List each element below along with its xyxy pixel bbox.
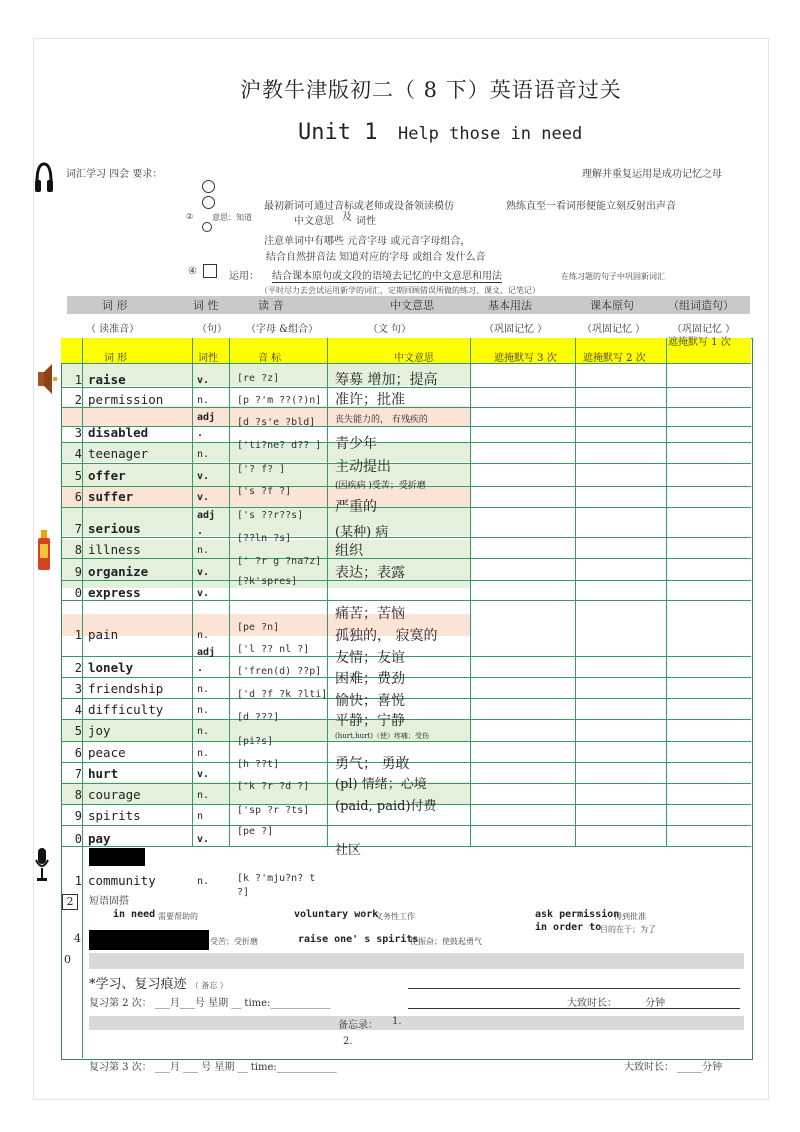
row-number: 5 [74,724,82,738]
pos: v. [197,769,210,780]
col-header-dictation-3: 遮掩默写 3 次 [494,353,557,364]
col-header-meaning: 中文意思 [394,353,434,364]
word-friendship: friendship [88,681,164,696]
band-meaning: 中文意思 [390,299,434,312]
word-spirits: spirits [88,808,141,823]
meaning: (因疾病 )受苦；受折磨 [335,481,426,491]
unit-name: Help those in need [397,124,583,144]
phonetic: ['s ??r??s] [237,510,304,521]
band-pos: 词 性 [193,299,219,312]
pos: n. [197,545,210,556]
bottle-icon [36,528,52,572]
instruction-line-1-right: 熟练直至一看词形便能立刻反射出声音 [506,201,676,212]
col-header-dictation-1: 遮掩默写 1 次 [668,337,731,348]
row-number: 3 [74,682,82,696]
meaning: 孤独的， 寂寞的 [335,628,438,644]
subhead-5: （巩固记忆 ） [484,324,548,335]
phonetic: [pe ?] [237,826,274,837]
word-raise: raise [88,372,126,387]
microphone-icon [34,846,50,886]
phrase-voluntary-work-meaning: 义务性工作 [375,912,415,921]
review-2-duration: 大致时长： _____分钟 [567,998,666,1009]
row-line [61,677,751,678]
row-line [61,825,751,826]
meaning: (某种) 病 [335,525,389,540]
row-number: 6 [74,746,82,760]
phrases-label: 短语固搭 [89,896,129,907]
memo-item-1: 1. [392,1016,402,1027]
phonetic: ['l ?? nl ?] [237,644,310,655]
instruction-line-4: 结合自然拼音法 知道对应的字母 或组合 发什么音 [266,252,486,263]
headphones-icon [34,160,54,200]
review-3-line: 复习第 3 次： ___月 ___ 号 星期 __ time:____________ [89,1062,337,1073]
meaning: 主动提出 [335,459,391,475]
subhead-1: （ 读准音） [86,324,140,335]
row-line [61,846,751,847]
meaning: (hurt,hurt)（使）疼痛；受伤 [335,732,430,740]
row-number: 7 [74,767,82,781]
row-number: 3 [74,426,82,440]
instruction-line-1-left: 最初新词可通过音标或老师或设备领读模仿 [264,201,454,212]
row-number: 2 [74,393,82,407]
motto: 理解并重复运用是成功记忆之母 [582,169,722,180]
step-circle-2 [202,196,215,209]
pos: n. [197,748,210,759]
phonetic: [k ?'mju?n? t ?] [237,873,316,898]
phonetic: [d ?s'e ?bld] [237,417,316,428]
trace-line [408,988,740,989]
redacted-phrase [89,930,209,950]
instruction-line-5-note: 在练习题的句子中巩固新词汇 [561,272,665,281]
pos: v. [197,492,210,503]
pos: v. [197,588,210,599]
instruction-line-2-b: 中文意思 [294,216,334,227]
meaning: 青少年 [335,436,377,452]
word-hurt: hurt [88,766,119,781]
row-line [61,558,751,559]
col-line [327,338,328,846]
meaning: 友情；友谊 [335,650,405,666]
phrase-in-order-to-meaning: 目的在于；为了 [600,925,656,934]
word-suffer: suffer [88,489,134,504]
study-trace-label: *学习、复习痕迹 [89,977,187,992]
phrase-suffer-meaning: 受苦；受折磨 [210,937,258,946]
phrase-number-2: 2 [62,894,78,910]
pos: n. [197,790,210,801]
row-line [61,580,751,581]
meaning: (paid, paid)付费 [335,799,437,814]
step-number-2: ② [186,212,194,221]
col-line [575,338,576,846]
row-number: 5 [74,469,82,483]
word-disabled: disabled [88,425,149,440]
study-trace-note: （ 备忘 ） [190,981,228,990]
word-serious: serious [88,521,141,536]
phonetic: ['fren(d) ??p] [237,666,322,677]
meaning: 表达；表露 [335,565,405,581]
word-offer: offer [88,468,126,483]
phonetic: ['sp ?r ?ts] [237,805,310,816]
row-number: 9 [74,565,82,579]
col-line [192,338,193,846]
phrase-raise-spirits-meaning: 使振奋；使鼓起勇气 [410,937,482,946]
subhead-2: （句） [197,324,227,335]
meaning: 组织 [335,543,363,559]
instruction-line-5-a: 运用： [229,271,259,282]
word-teenager: teenager [88,446,149,461]
row-number: 6 [74,490,82,504]
page-title: 沪教牛津版初二（ 8 下）英语语音过关 [240,78,622,102]
word-peace: peace [88,745,126,760]
band-word: 词 形 [102,299,128,312]
meaning: (pl) 情绪；心境 [335,777,427,792]
row-line [61,407,751,408]
band-pron: 读 音 [258,299,284,312]
pos: adj . [197,510,216,537]
step-number-4: ④ [188,266,197,277]
memo-item-2: 2. [343,1036,353,1047]
pos: n. [197,726,210,737]
row-number: 4 [74,703,82,717]
phonetic: ['s ?f ?] [237,486,292,497]
vocab-requirement: 词汇学习 四会 要求： [66,169,163,180]
row-line [61,741,751,742]
word-permission: permission [88,392,164,407]
pos: n. [197,449,210,460]
row-line [61,507,751,508]
meaning: 平静；宁静 [335,713,405,729]
row-number: 0 [74,586,82,600]
col-line [229,338,230,846]
study-trace-title [89,973,228,992]
phrase-raise-spirits: raise one' s spirits [298,934,419,945]
row-line [61,698,751,699]
phrase-in-need-meaning: 需要帮助的 [158,912,198,921]
pos: v. [197,375,210,386]
band-compose: （组词造句） [668,299,734,312]
row-line [61,442,751,443]
meaning: 筹募 增加；提高 [335,372,438,388]
pos: n. [197,684,210,695]
col-header-dictation-2: 遮掩默写 2 次 [583,353,646,364]
row-number: 8 [74,543,82,557]
phonetic: [re ?z] [237,373,280,384]
pos: v. [197,471,210,482]
col-header-pos: 词性 [198,353,218,364]
pos: v. [197,567,210,578]
phonetic: [d ???] [237,712,280,723]
meaning: 愉快；喜悦 [335,693,405,709]
meaning: 勇气； 勇敢 [335,756,410,772]
meaning: 严重的 [335,499,377,515]
row-number: 1 [74,874,82,888]
pos: adj . [197,647,216,674]
instruction-line-3: 注意单词中有哪些 元音字母 或元音字母组合， [264,236,471,247]
instruction-line-5-b: 结合课本原句或文段的语境去记忆的中文意思和用法 [272,267,502,283]
word-courage: courage [88,787,141,802]
meaning: 困难；费劲 [335,671,405,687]
meaning: 痛苦；苦恼 [335,606,405,622]
row-line [61,719,751,720]
phrase-in-order-to: in order to [535,922,602,933]
word-difficulty: difficulty [88,702,164,717]
review-2-line-underline [408,1008,740,1009]
row-line [61,656,751,657]
word-lonely: lonely [88,660,134,675]
phrase-in-need: in need [113,909,156,920]
phrase-voluntary-work: voluntary work [294,909,379,920]
subhead-4: （文 句） [368,324,412,335]
pos: n. [197,876,210,887]
step-circle-3 [202,222,212,232]
row-number: 8 [74,788,82,802]
instruction-line-2-c: 及 [342,212,352,223]
phonetic: [' ?r g ?na?z] [237,556,322,567]
col-line [666,338,667,846]
word-illness: illness [88,542,141,557]
phrase-ask-permission-meaning: 得到批准 [614,912,646,921]
row-number: 0 [74,832,82,846]
pos: n. [197,705,210,716]
row-number: 2 [74,661,82,675]
phonetic: ['k ?r ?d ?] [237,781,310,792]
word-pay: pay [88,831,111,846]
subhead-3: （字母 &组合） [246,324,319,335]
instruction-line-6: （平时尽力去尝试运用新学的词汇，定期回顾错误所做的练习、课文、记笔记） [260,286,540,295]
col-line [470,338,471,846]
redacted-block [89,848,145,866]
phonetic: [??ln ?s] [237,533,292,544]
meaning: 丧失能力的， 有残疾的 [335,415,428,425]
unit-prefix: Unit 1 [298,120,378,145]
phonetic: [?k'spres] [237,576,298,587]
pos: n [197,811,204,822]
word-community: community [88,873,156,888]
phonetic: [h ??t] [237,759,280,770]
meaning: 准许；批准 [335,392,405,408]
col-header-ipa: 音 标 [258,353,282,364]
instruction-line-2-a: 意思：知道 [212,213,252,222]
instruction-line-2-d: 词性 [356,216,376,227]
meaning: 社区 [335,843,362,858]
pos: n. [197,395,210,406]
phrase-ask-permission: ask permission [535,909,620,920]
subhead-7: （巩固记忆 ） [672,324,736,335]
phonetic: [pi?s] [237,736,274,747]
band-textbook: 课本原句 [590,299,634,312]
step-circle-1 [202,180,215,193]
speaker-icon [36,360,58,400]
row-number: 1 [74,628,82,642]
phrase-separator [89,953,744,969]
pos: v. [197,834,210,845]
row-line [61,426,751,427]
band-usage: 基本用法 [488,299,532,312]
word-express: express [88,585,141,600]
row-line [61,600,751,601]
memo-bar [89,1016,744,1030]
pos: adj . [197,412,216,439]
col-header-word: 词 形 [104,353,128,364]
review-2-line: 复习第 2 次： ___月___号 星期 __ time:____________ [89,998,331,1009]
review-3-duration: 大致时长： _____分钟 [624,1062,723,1073]
word-organize: organize [88,564,149,579]
row-line [61,463,751,464]
row-number: 7 [74,522,82,536]
step-box-4 [203,264,217,278]
row-line [61,537,751,538]
phrase-number-4: 4 [74,932,81,945]
phrase-number-0: 0 [64,953,71,966]
subhead-6: （巩固记忆 ） [582,324,646,335]
word-joy: joy [88,723,111,738]
phonetic: ['? f? ] [237,464,286,475]
phonetic: ['d ?f ?k ?lti] [237,689,328,700]
row-number: 1 [74,373,82,387]
phonetic: [pe ?n] [237,622,280,633]
pos: n. [197,630,210,641]
unit-title [298,120,582,145]
row-number: 9 [74,809,82,823]
word-pain: pain [88,627,119,642]
memo-label: 备忘录： [338,1020,378,1031]
phonetic: [p ?'m ??(?)n] [237,395,322,406]
phonetic: ['ti?ne? d?? ] [237,440,322,451]
row-number: 4 [74,447,82,461]
